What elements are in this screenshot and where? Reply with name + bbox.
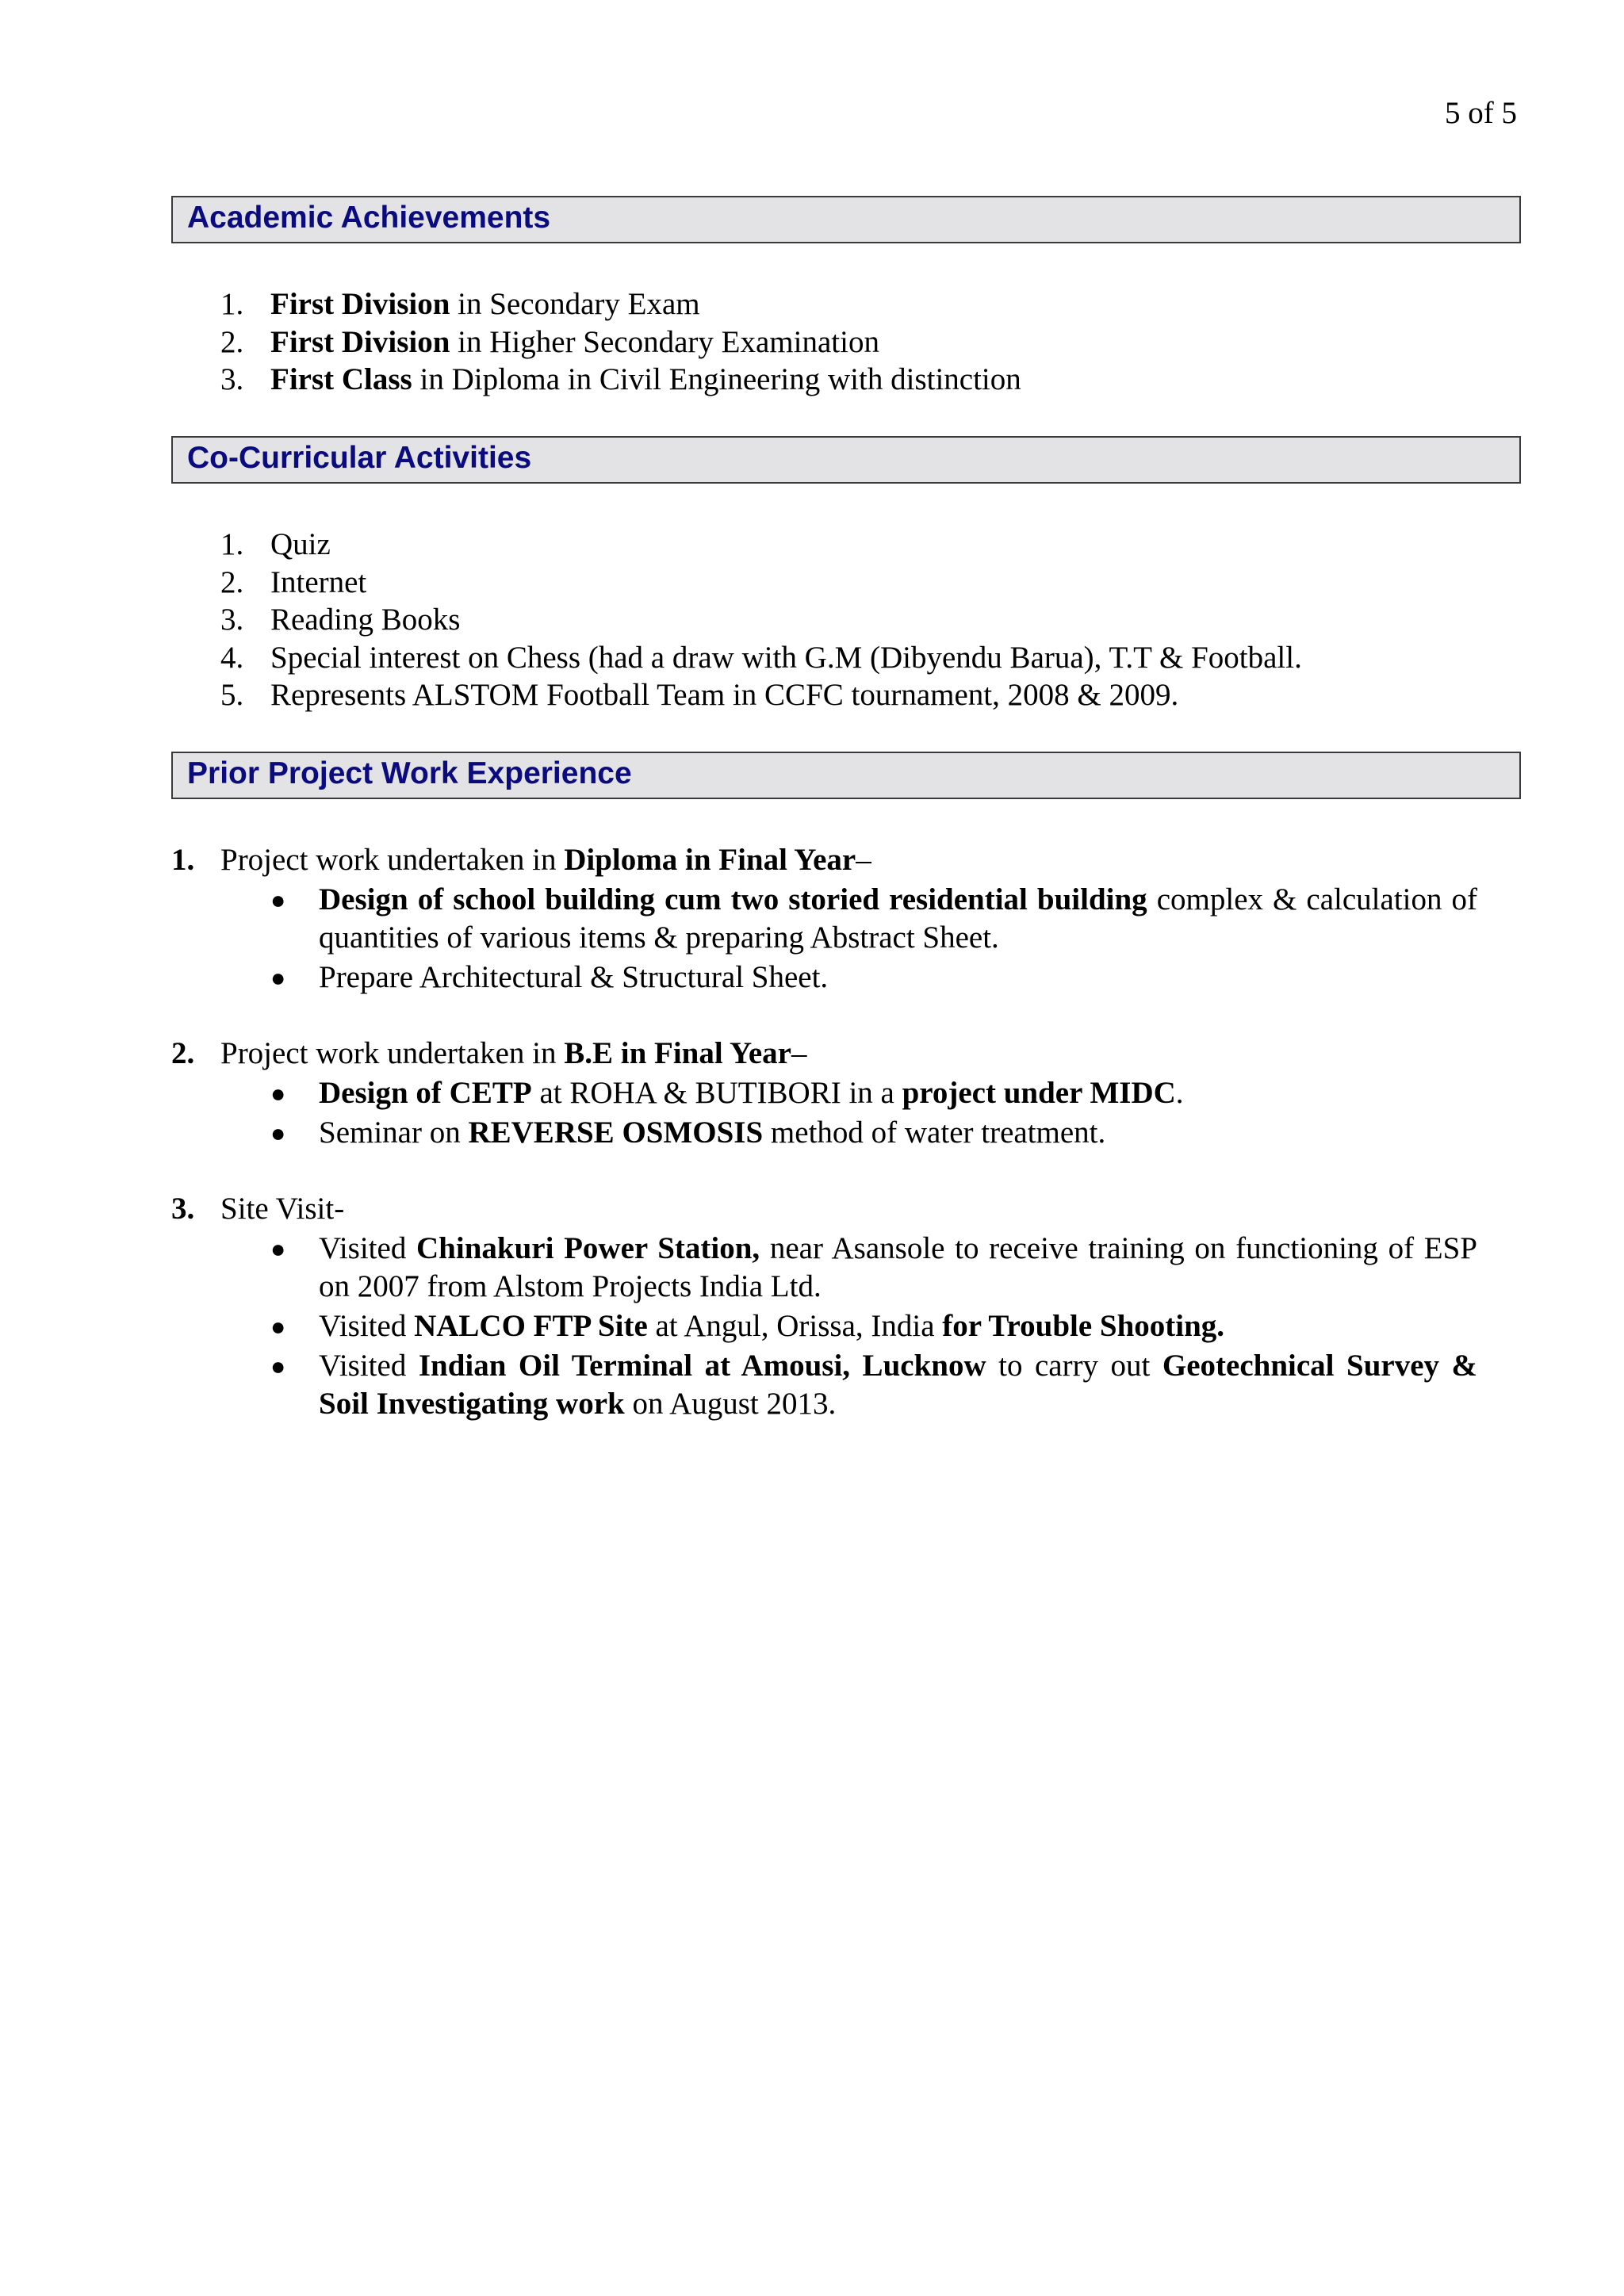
bullet-icon: ● (270, 886, 286, 914)
project-title (220, 840, 871, 881)
plain-text: method of water treatment. (763, 1115, 1106, 1150)
bold-text: Diploma in Final Year (564, 843, 856, 877)
plain-text: Project work undertaken in (220, 843, 565, 877)
list-text (270, 285, 700, 323)
project-item-be (0, 1033, 1624, 1154)
bullet-icon: ● (270, 1312, 286, 1341)
project-number: 2. (171, 1036, 195, 1070)
plain-text: Visited (319, 1309, 415, 1343)
bold-text: First Division (270, 287, 450, 321)
bold-text: Design of CETP (319, 1076, 532, 1110)
bullet-text (319, 1347, 1477, 1423)
project-number: 1. (171, 843, 195, 877)
bold-text: REVERSE OSMOSIS (468, 1115, 764, 1150)
project-heading (0, 1188, 1624, 1230)
plain-text: Visited (319, 1349, 419, 1383)
bullet-item (0, 1114, 1624, 1152)
plain-text: in Higher Secondary Examination (450, 324, 879, 359)
plain-text: – (856, 843, 871, 877)
list-number: 1. (220, 527, 244, 561)
bullet-icon: ● (270, 1352, 286, 1380)
list-number: 2. (220, 324, 244, 359)
list-number: 4. (220, 640, 244, 675)
list-text: Quiz (270, 527, 331, 561)
bullet-item (0, 1074, 1624, 1112)
bold-text: B.E in Final Year (564, 1036, 791, 1070)
plain-text: in Diploma in Civil Engineering with distinction (412, 362, 1021, 396)
project-item-diploma (0, 840, 1624, 998)
section-header-prior-project-work-experience: Prior Project Work Experience (171, 752, 1521, 799)
project-heading (0, 1033, 1624, 1074)
bullet-item (0, 1230, 1624, 1306)
plain-text: in Secondary Exam (450, 287, 700, 321)
bold-text: Design of school building cum two storied residential building (319, 882, 1147, 916)
plain-text: . (1175, 1076, 1184, 1110)
bold-text: Chinakuri Power Station, (416, 1231, 760, 1265)
bullet-text (319, 881, 1477, 957)
list-text: Reading Books (270, 603, 461, 637)
bullet-list (0, 1230, 1624, 1423)
project-title (220, 1033, 806, 1074)
page-number: 5 of 5 (1445, 96, 1517, 130)
plain-text: complex & calculation of quantities of various items & preparing Abstract Sheet. (319, 882, 1478, 955)
bullet-text (319, 1230, 1477, 1306)
list-number: 5. (220, 678, 244, 712)
bullet-text (319, 1307, 1477, 1345)
list-number: 2. (220, 564, 244, 599)
bold-text: Geotechnical Survey & Soil Investigating work (319, 1349, 1477, 1421)
project-item-site-visit (0, 1188, 1624, 1425)
bullet-list (0, 1074, 1624, 1152)
plain-text: at Angul, Orissa, India (647, 1309, 943, 1343)
bold-text: First Class (270, 362, 412, 396)
plain-text: on August 2013. (624, 1387, 837, 1421)
bold-text: First Division (270, 324, 450, 359)
bullet-item (0, 1347, 1624, 1423)
bullet-icon: ● (270, 963, 286, 992)
bold-text: for Trouble Shooting. (942, 1309, 1225, 1343)
list-text: Represents ALSTOM Football Team in CCFC tournament, 2008 & 2009. (270, 678, 1179, 712)
plain-text: Seminar on (319, 1115, 469, 1150)
bold-text: NALCO FTP Site (414, 1309, 648, 1343)
project-number: 3. (171, 1192, 195, 1226)
plain-text: to carry out (986, 1349, 1162, 1383)
bold-text: project under MIDC (902, 1076, 1176, 1110)
list-number: 1. (220, 287, 244, 321)
plain-text: – (791, 1036, 807, 1070)
list-text: Internet (270, 564, 367, 599)
list-text: Special interest on Chess (had a draw with G.M (Dibyendu Barua), T.T & Football. (270, 640, 1302, 675)
section-header-co-curricular-activities: Co-Curricular Activities (171, 436, 1521, 484)
bullet-text (319, 1114, 1477, 1152)
list-text (270, 323, 879, 362)
project-title: Site Visit- (220, 1192, 345, 1226)
plain-text: at ROHA & BUTIBORI in a (531, 1076, 902, 1110)
bullet-icon: ● (270, 1234, 286, 1263)
bullet-text (319, 959, 1477, 997)
bullet-list (0, 881, 1624, 997)
bullet-item (0, 881, 1624, 957)
list-number: 3. (220, 603, 244, 637)
plain-text: Project work undertaken in (220, 1036, 565, 1070)
bullet-item (0, 1307, 1624, 1345)
bold-text: Indian Oil Terminal at Amousi, Lucknow (418, 1349, 986, 1383)
section-header-academic-achievements: Academic Achievements (171, 196, 1521, 243)
plain-text: Visited (319, 1231, 417, 1265)
list-number: 3. (220, 362, 244, 396)
list-text (270, 361, 1021, 399)
bullet-item (0, 959, 1624, 997)
bullet-icon: ● (270, 1079, 286, 1108)
bullet-icon: ● (270, 1119, 286, 1147)
plain-text: Prepare Architectural & Structural Sheet. (319, 960, 829, 994)
bullet-text (319, 1074, 1477, 1112)
plain-text: near Asansole to receive training on functioning of ESP on 2007 from Alstom Projects India Ltd. (319, 1231, 1477, 1303)
project-heading (0, 840, 1624, 881)
